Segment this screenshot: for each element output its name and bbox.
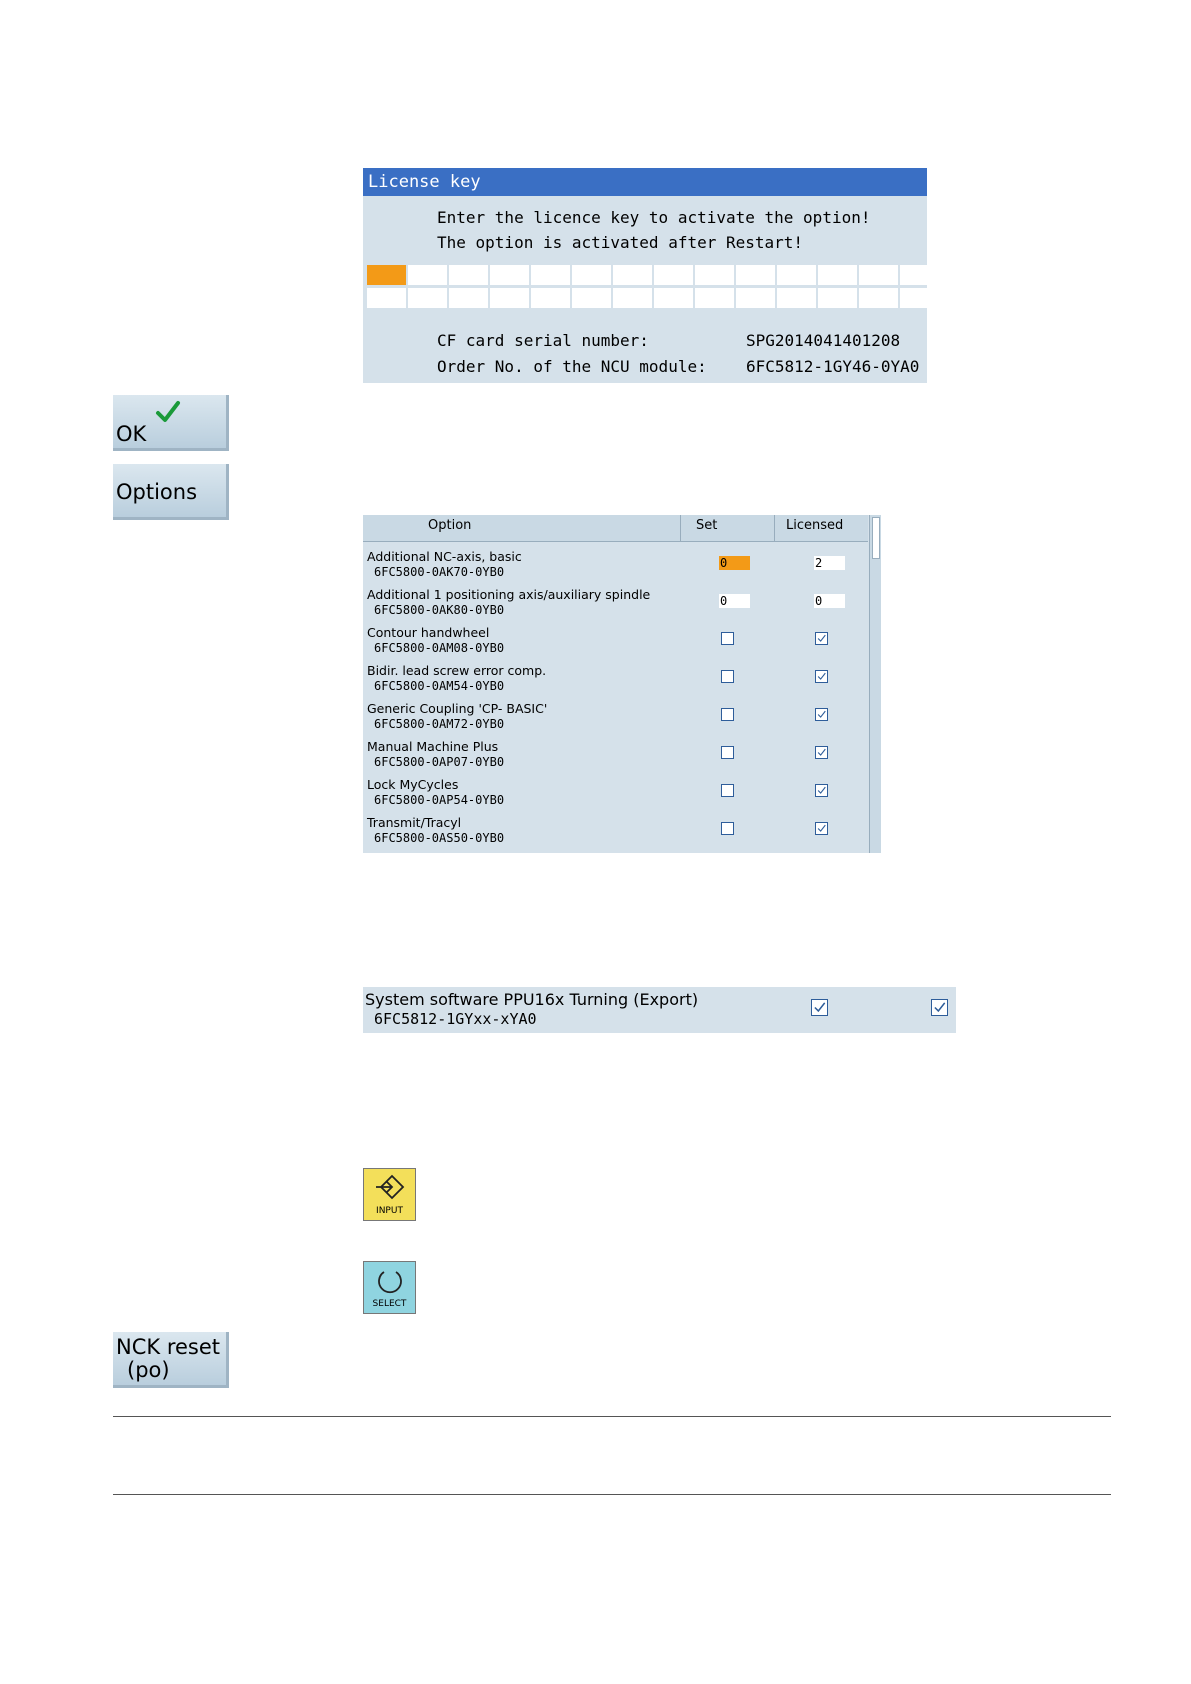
- key-row-2: [367, 288, 927, 308]
- licensed-checkbox: [815, 822, 828, 835]
- option-name: Manual Machine Plus: [367, 739, 499, 754]
- option-name: Contour handwheel: [367, 625, 490, 640]
- set-checkbox[interactable]: [721, 746, 734, 759]
- header-set: Set: [681, 515, 775, 541]
- key-cell[interactable]: [654, 288, 693, 308]
- input-key-label: INPUT: [376, 1206, 403, 1216]
- licensed-checkbox: [815, 708, 828, 721]
- options-table: [363, 515, 881, 853]
- key-cell[interactable]: [695, 288, 734, 308]
- option-code: 6FC5800-0AK70-0YB0: [374, 565, 505, 579]
- set-quantity-field[interactable]: 0: [719, 594, 750, 608]
- key-cell[interactable]: [490, 288, 529, 308]
- key-cell[interactable]: [900, 265, 939, 285]
- option-code: 6FC5800-0AM08-0YB0: [374, 641, 505, 655]
- instruction-line-2: The option is activated after Restart!: [437, 233, 804, 252]
- ok-label: OK: [116, 422, 147, 446]
- nck-reset-softkey[interactable]: [113, 1332, 229, 1388]
- key-cell[interactable]: [449, 265, 488, 285]
- option-name: Lock MyCycles: [367, 777, 459, 792]
- key-cell[interactable]: [367, 288, 406, 308]
- system-software-code: 6FC5812-1GYxx-xYA0: [374, 1010, 537, 1028]
- table-row[interactable]: [363, 739, 868, 777]
- option-name: Additional NC-axis, basic: [367, 549, 522, 564]
- table-row[interactable]: [363, 815, 868, 853]
- key-cell[interactable]: [859, 288, 898, 308]
- license-key-dialog: [363, 168, 927, 383]
- nck-reset-label: NCK reset: [116, 1335, 221, 1359]
- footer-divider-top: [113, 1416, 1111, 1417]
- input-key[interactable]: [363, 1168, 416, 1221]
- set-quantity-field[interactable]: 0: [719, 556, 750, 570]
- table-row[interactable]: [363, 587, 868, 625]
- table-row[interactable]: [363, 701, 868, 739]
- key-cell[interactable]: [531, 288, 570, 308]
- table-header: [363, 515, 868, 542]
- key-cell[interactable]: [695, 265, 734, 285]
- table-row[interactable]: [363, 663, 868, 701]
- licensed-checkbox: [815, 632, 828, 645]
- option-name: Transmit/Tracyl: [367, 815, 462, 830]
- key-cell[interactable]: [408, 288, 447, 308]
- key-cell[interactable]: [654, 265, 693, 285]
- licensed-quantity-field: 2: [814, 556, 845, 570]
- key-cell[interactable]: [449, 288, 488, 308]
- option-code: 6FC5800-0AM54-0YB0: [374, 679, 505, 693]
- option-code: 6FC5800-0AM72-0YB0: [374, 717, 505, 731]
- set-checkbox[interactable]: [721, 670, 734, 683]
- header-option: Option: [363, 515, 681, 541]
- checkmark-icon: [155, 399, 181, 430]
- licensed-checkbox: [815, 746, 828, 759]
- key-cell[interactable]: [490, 265, 529, 285]
- system-software-row: [363, 987, 956, 1033]
- options-label: Options: [116, 480, 198, 504]
- set-checkbox[interactable]: [721, 708, 734, 721]
- table-row[interactable]: [363, 625, 868, 663]
- key-cell[interactable]: [859, 265, 898, 285]
- option-code: 6FC5800-0AK80-0YB0: [374, 603, 505, 617]
- ok-softkey[interactable]: [113, 395, 229, 451]
- select-key-label: SELECT: [372, 1299, 407, 1309]
- option-code: 6FC5800-0AP07-0YB0: [374, 755, 505, 769]
- key-cell[interactable]: [777, 288, 816, 308]
- licensed-quantity-field: 0: [814, 594, 845, 608]
- select-key[interactable]: [363, 1261, 416, 1314]
- scrollbar-thumb[interactable]: [872, 517, 880, 559]
- key-cell[interactable]: [531, 265, 570, 285]
- key-cell[interactable]: [613, 265, 652, 285]
- option-code: 6FC5800-0AS50-0YB0: [374, 831, 505, 845]
- option-name: Additional 1 positioning axis/auxiliary spindle: [367, 587, 651, 602]
- licensed-checkbox: [815, 670, 828, 683]
- key-cell[interactable]: [572, 265, 611, 285]
- key-cell[interactable]: [736, 265, 775, 285]
- option-name: Generic Coupling 'CP- BASIC': [367, 701, 548, 716]
- key-cell[interactable]: [736, 288, 775, 308]
- key-cell[interactable]: [572, 288, 611, 308]
- order-number-value: 6FC5812-1GY46-0YA0: [746, 357, 920, 376]
- instruction-line-1: Enter the licence key to activate the option!: [437, 208, 871, 227]
- nck-reset-sublabel: (po): [127, 1358, 170, 1382]
- option-name: Bidir. lead screw error comp.: [367, 663, 547, 678]
- key-cell[interactable]: [777, 265, 816, 285]
- header-licensed: Licensed: [786, 518, 844, 533]
- system-set-checkbox[interactable]: [811, 999, 828, 1016]
- key-cell[interactable]: [408, 265, 447, 285]
- footer-divider-bottom: [113, 1494, 1111, 1495]
- options-softkey[interactable]: [113, 464, 229, 520]
- license-key-input-grid[interactable]: [367, 265, 927, 311]
- set-checkbox[interactable]: [721, 632, 734, 645]
- key-row-1: [367, 265, 927, 285]
- table-row[interactable]: [363, 777, 868, 815]
- dialog-title: License key: [363, 168, 927, 196]
- cf-serial-value: SPG2014041401208: [746, 331, 901, 350]
- set-checkbox[interactable]: [721, 784, 734, 797]
- key-cell[interactable]: [818, 265, 857, 285]
- option-code: 6FC5800-0AP54-0YB0: [374, 793, 505, 807]
- vertical-scrollbar[interactable]: [869, 515, 881, 853]
- cf-serial-label: CF card serial number:: [437, 331, 649, 350]
- key-cell[interactable]: [818, 288, 857, 308]
- key-cell[interactable]: [367, 265, 406, 285]
- key-cell[interactable]: [900, 288, 939, 308]
- licensed-checkbox: [815, 784, 828, 797]
- set-checkbox[interactable]: [721, 822, 734, 835]
- table-row[interactable]: [363, 549, 868, 587]
- system-licensed-checkbox[interactable]: [931, 999, 948, 1016]
- key-cell[interactable]: [613, 288, 652, 308]
- system-software-name: System software PPU16x Turning (Export): [365, 990, 699, 1009]
- order-number-label: Order No. of the NCU module:: [437, 357, 707, 376]
